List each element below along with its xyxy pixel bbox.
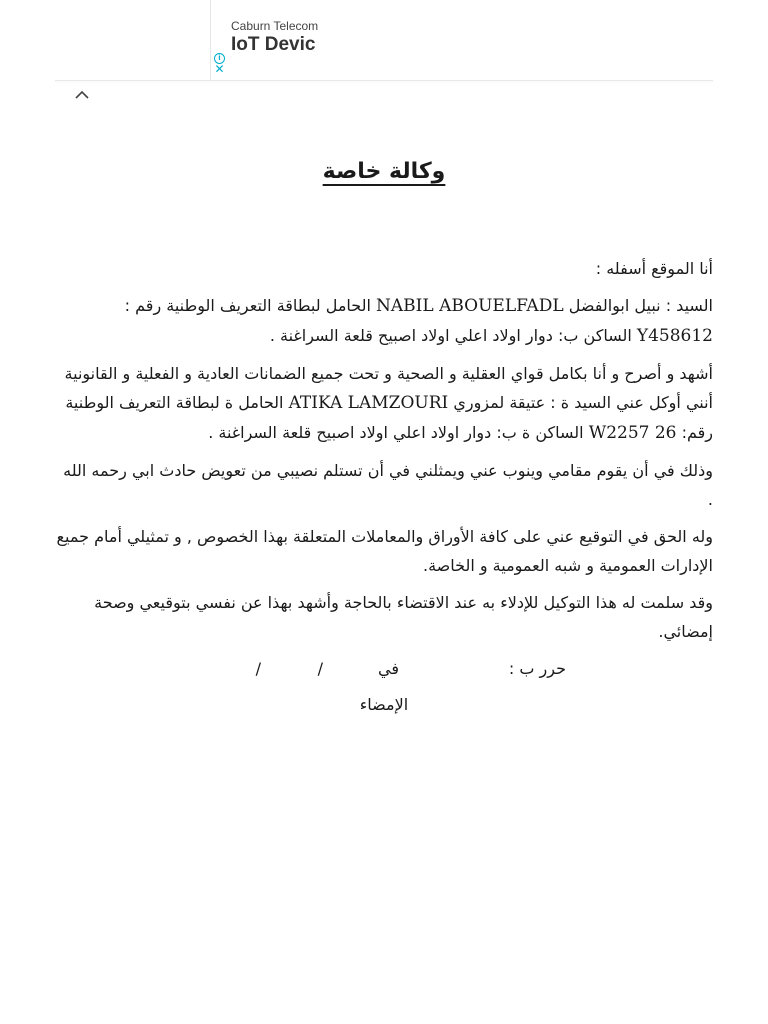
agent-intro: أشهد و أصرح و أنا بكامل قواي العقلية و الصحية و تحت جميع الضمانات العادية و الفعلية و القانونية أنني أوكل عني السيد ة : عتيقة لمزوري [64, 364, 713, 412]
intro-line: أنا الموقع أسفله : [595, 259, 713, 278]
principal-id-number: Y458612 [636, 326, 713, 346]
principal-address: الساكن ب: دوار اولاد اعلي اولاد اصبيح قلعة السراغنة . [269, 326, 637, 345]
ad-sponsor[interactable]: Caburn Telecom [231, 19, 319, 33]
principal-id-label: الحامل لبطاقة التعريف الوطنية رقم : [124, 296, 377, 315]
written-at-label: حرر ب : [508, 659, 566, 678]
rights-paragraph: وله الحق في التوقيع عني على كافة الأوراق والمعاملات المتعلقة بهذا الخصوص , و تمثيلي أمام جميع الإدارات العمومية و شبه العمومية و الخاصة. [56, 527, 713, 575]
purpose-paragraph: وذلك في أن يقوم مقامي وينوب عني ويمثلني في أن تستلم نصيبي من تعويض حادث ابي رحمه الله . [63, 461, 713, 509]
agent-id-number: W2257 26 [588, 423, 677, 443]
ad-headline[interactable]: IoT Devic [231, 34, 316, 55]
chevron-up-icon[interactable] [74, 88, 90, 100]
date-separator: / [255, 659, 261, 678]
principal-name-latin: NABIL ABOUELFADL [376, 296, 564, 316]
declaration-paragraph: وقد سلمت له هذا التوكيل للإدلاء به عند الاقتضاء بالحاجة وأشهد بهذا عن نفسي بتوقيعي وصحة إمضائي. [94, 593, 713, 641]
agent-address: الساكن ة ب: دوار اولاد اعلي اولاد اصبيح قلعة السراغنة . [208, 423, 589, 442]
agent-paragraph [55, 359, 713, 448]
document-body [55, 150, 713, 719]
principal-paragraph [55, 291, 713, 351]
date-label: في [378, 659, 399, 678]
info-icon[interactable]: i [214, 53, 225, 64]
agent-name-latin: ATIKA LAMZOURI [288, 393, 449, 413]
ad-banner[interactable] [210, 0, 323, 80]
page-title: وكالة خاصة [322, 159, 446, 184]
signature-label: الإمضاء [359, 695, 409, 714]
principal-label: السيد : نبيل ابوالفضل [563, 296, 713, 315]
ad-divider [55, 80, 713, 81]
agent-id-label: الحامل ة لبطاقة التعريف الوطنية رقم: [65, 393, 713, 442]
date-separator: / [317, 659, 323, 678]
close-icon[interactable]: ✕ [214, 62, 225, 76]
date-place-line [55, 654, 713, 686]
